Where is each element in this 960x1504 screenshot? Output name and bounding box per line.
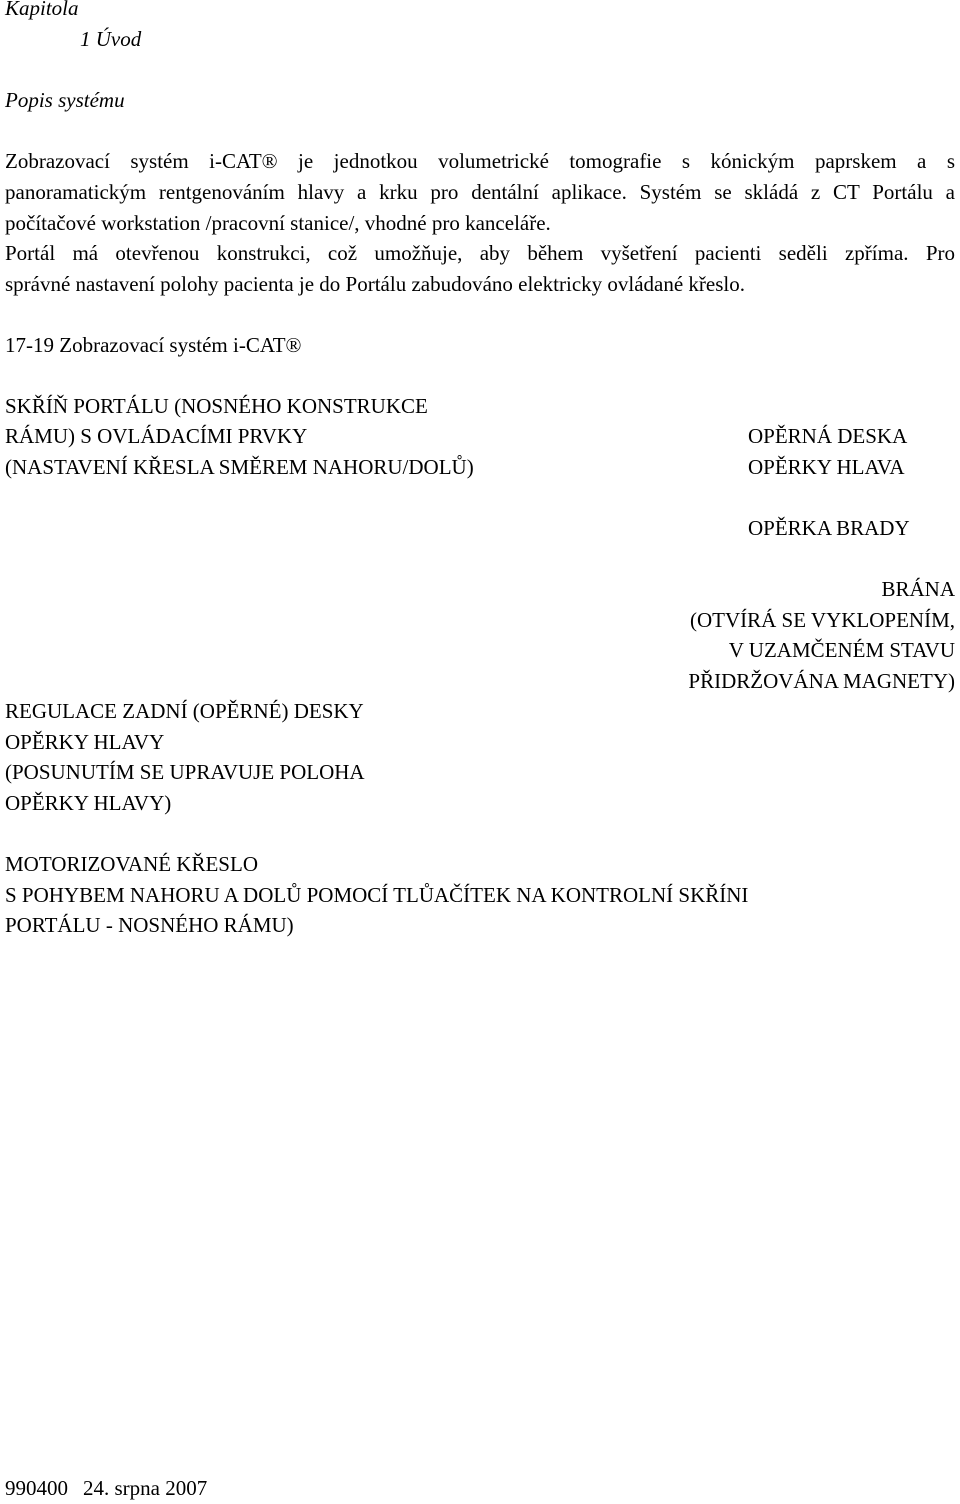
intro-line: panoramatickým rentgenováním hlavy a krku pro dentální aplikace. Systém se skládá z CT Portálu a	[5, 180, 955, 204]
label-line: (NASTAVENÍ KŘESLA SMĚREM NAHORU/DOLŮ)	[5, 455, 474, 479]
intro-line: Portál má otevřenou konstrukci, což umožňuje, aby během vyšetření pacienti seděli zpříma. Pro	[5, 241, 955, 265]
footer-date: 24. srpna 2007	[83, 1476, 208, 1500]
label-line: (OTVÍRÁ SE VYKLOPENÍM,	[689, 608, 955, 632]
label-line: OPĚRNÁ DESKA	[748, 424, 908, 448]
label-line: SKŘÍŇ PORTÁLU (NOSNÉHO KONSTRUKCE	[5, 394, 428, 418]
label-line: RÁMU) S OVLÁDACÍMI PRVKY	[5, 424, 308, 448]
label-line: (POSUNUTÍM SE UPRAVUJE POLOHA	[5, 760, 365, 784]
label-line: PŘIDRŽOVÁNA MAGNETY)	[688, 669, 955, 693]
label-line: V UZAMČENÉM STAVU	[728, 638, 955, 662]
chapter-title: 1 Úvod	[80, 27, 142, 51]
label-line: MOTORIZOVANÉ KŘESLO	[5, 852, 258, 876]
chapter-label: Kapitola	[5, 0, 79, 20]
label-line: OPĚRKY HLAVY)	[5, 791, 172, 815]
label-chin-rest: OPĚRKA BRADY	[748, 516, 910, 540]
section-title: Popis systému	[5, 88, 125, 112]
label-line: PORTÁLU - NOSNÉHO RÁMU)	[5, 913, 294, 937]
label-line: REGULACE ZADNÍ (OPĚRNÉ) DESKY	[5, 699, 364, 723]
intro-line: Zobrazovací systém i-CAT® je jednotkou volumetrické tomografie s kónickým paprskem a s	[5, 149, 955, 173]
figure-caption: 17-19 Zobrazovací systém i-CAT®	[5, 333, 302, 357]
label-line: BRÁNA	[881, 577, 955, 601]
label-line: S POHYBEM NAHORU A DOLŮ POMOCÍ TLŮAČÍTEK NA KONTROLNÍ SKŘÍNI	[5, 883, 749, 907]
intro-line: počítačové workstation /pracovní stanice/, vhodné pro kanceláře.	[5, 211, 551, 235]
label-line: OPĚRKY HLAVY	[5, 730, 165, 754]
label-line: OPĚRKY HLAVA	[748, 455, 905, 479]
intro-line: správné nastavení polohy pacienta je do Portálu zabudováno elektricky ovládané křeslo.	[5, 272, 746, 296]
footer-doc-number: 990400	[5, 1476, 68, 1500]
